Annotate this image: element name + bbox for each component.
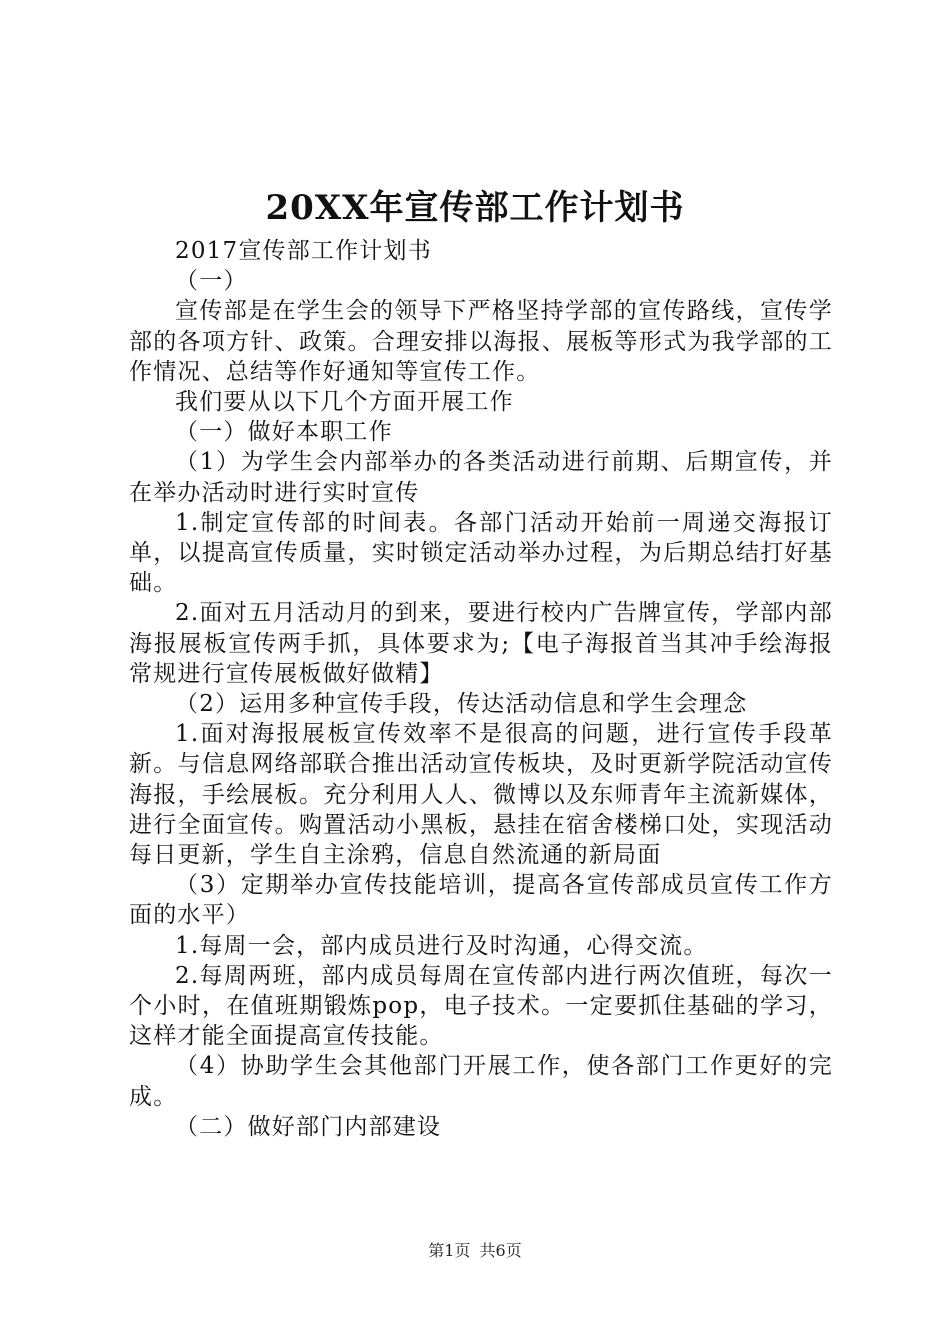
page-footer	[0, 1239, 950, 1263]
paragraph-item-1-2: 2.面对五月活动月的到来，要进行校内广告牌宣传，学部内部海报展板宣传两手抓，具体要求为;【电子海报首当其冲手绘海报常规进行宣传展板做好做精】	[129, 600, 833, 687]
paragraph-section-2: （二）做好部门内部建设	[175, 1113, 442, 1140]
page-number: 第1页	[428, 1241, 471, 1260]
paragraph-aspects: 我们要从以下几个方面开展工作	[175, 389, 514, 416]
paragraph-item-4: （4）协助学生会其他部门开展工作，使各部门工作更好的完成。	[129, 1053, 833, 1110]
paragraph-intro: 宣传部是在学生会的领导下严格坚持学部的宣传路线，宣传学部的各项方针、政策。合理安排以海报、展板等形式为我学部的工作情况、总结等作好通知等宣传工作。	[129, 298, 833, 385]
paragraph-item-3-2: 2.每周两班，部内成员每周在宣传部内进行两次值班，每次一个小时，在值班期锻炼pop，电子技术。一定要抓住基础的学习，这样才能全面提高宣传技能。	[129, 962, 833, 1050]
paragraph-item-2-1: 1.面对海报展板宣传效率不是很高的问题，进行宣传手段革新。与信息网络部联合推出活动宣传板块，及时更新学院活动宣传海报，手绘展板。充分利用人人、微博以及东师青年主流新媒体，进行全面宣传。购置活动小黑板，悬挂在宿舍楼梯口处，实现活动每日更新，学生自主涂鸦，信息自然流通的新局面	[129, 721, 833, 869]
paragraph-item-1-1: 1.制定宣传部的时间表。各部门活动开始前一周递交海报订单，以提高宣传质量，实时锁定活动举办过程，为后期总结打好基础。	[129, 509, 833, 597]
paragraph-item-3-1: 1.每周一会，部内成员进行及时沟通，心得交流。	[175, 932, 708, 959]
paragraph-section-1: （一）做好本职工作	[175, 419, 393, 446]
page-total: 共6页	[479, 1241, 522, 1260]
document-title: 20XX年宣传部工作计划书	[265, 188, 685, 228]
paragraph-item-1: （1）为学生会内部举办的各类活动进行前期、后期宣传，并在举办活动时进行实时宣传	[129, 449, 833, 506]
paragraph-item-2: （2）运用多种宣传手段，传达活动信息和学生会理念	[175, 691, 748, 718]
document-body	[129, 236, 833, 1142]
paragraph-section-number: （一）	[175, 268, 248, 295]
paragraph-heading: 2017宣传部工作计划书	[175, 238, 432, 264]
paragraph-item-3: （3）定期举办宣传技能培训，提高各宣传部成员宣传工作方面的水平）	[129, 872, 833, 929]
